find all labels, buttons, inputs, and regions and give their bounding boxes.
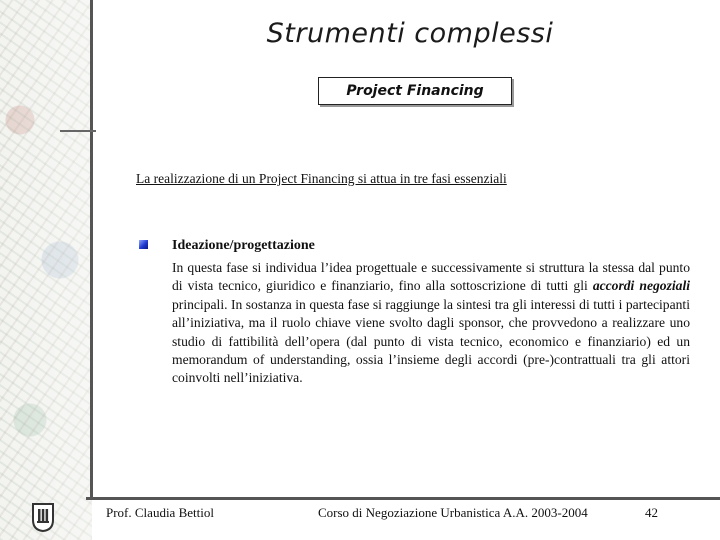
map-background-strip bbox=[0, 0, 92, 540]
paragraph-emphasis: accordi negoziali bbox=[592, 278, 690, 294]
paragraph-text-after: principali. In sostanza in questa fase si raggiunge la sintesi tra gli interessi di tutti i partecipanti all’iniziativa, ma il ruolo chiave viene svolto dagli sponsor, che provvedono a realizzare uno studio di fattibilità dell’opera (dal punto di vista tecnico, economico e finanziario) ed un memorandum of understanding, ossia l’insieme degli accordi (pre-)contrattuali tra gli attori coinvolti nell’iniziativa. bbox=[172, 296, 690, 386]
footer-author: Prof. Claudia Bettiol bbox=[106, 505, 214, 520]
university-logo-icon bbox=[30, 502, 56, 532]
subtitle-box bbox=[318, 77, 512, 105]
page-title: Strumenti complessi bbox=[266, 18, 554, 49]
intro-heading: La realizzazione di un Project Financing si attua in tre fasi essenziali bbox=[136, 171, 507, 186]
footer-divider bbox=[86, 497, 720, 500]
footer-course: Corso di Negoziazione Urbanistica A.A. 2003-2004 bbox=[318, 505, 588, 520]
page-number: 42 bbox=[645, 505, 658, 520]
header-divider bbox=[60, 130, 96, 132]
item-paragraph bbox=[172, 259, 690, 388]
item-title: Ideazione/progettazione bbox=[172, 238, 315, 253]
paragraph-text-before: In questa fase si individua l’idea progettuale e successivamente si struttura la stessa dal punto di vista tecnico, giuridico e finanziario, fino alla sottoscrizione di tutti gli bbox=[172, 260, 690, 294]
vertical-divider bbox=[90, 0, 93, 498]
subtitle-label: Project Financing bbox=[346, 83, 484, 99]
square-bullet-icon bbox=[139, 240, 148, 249]
